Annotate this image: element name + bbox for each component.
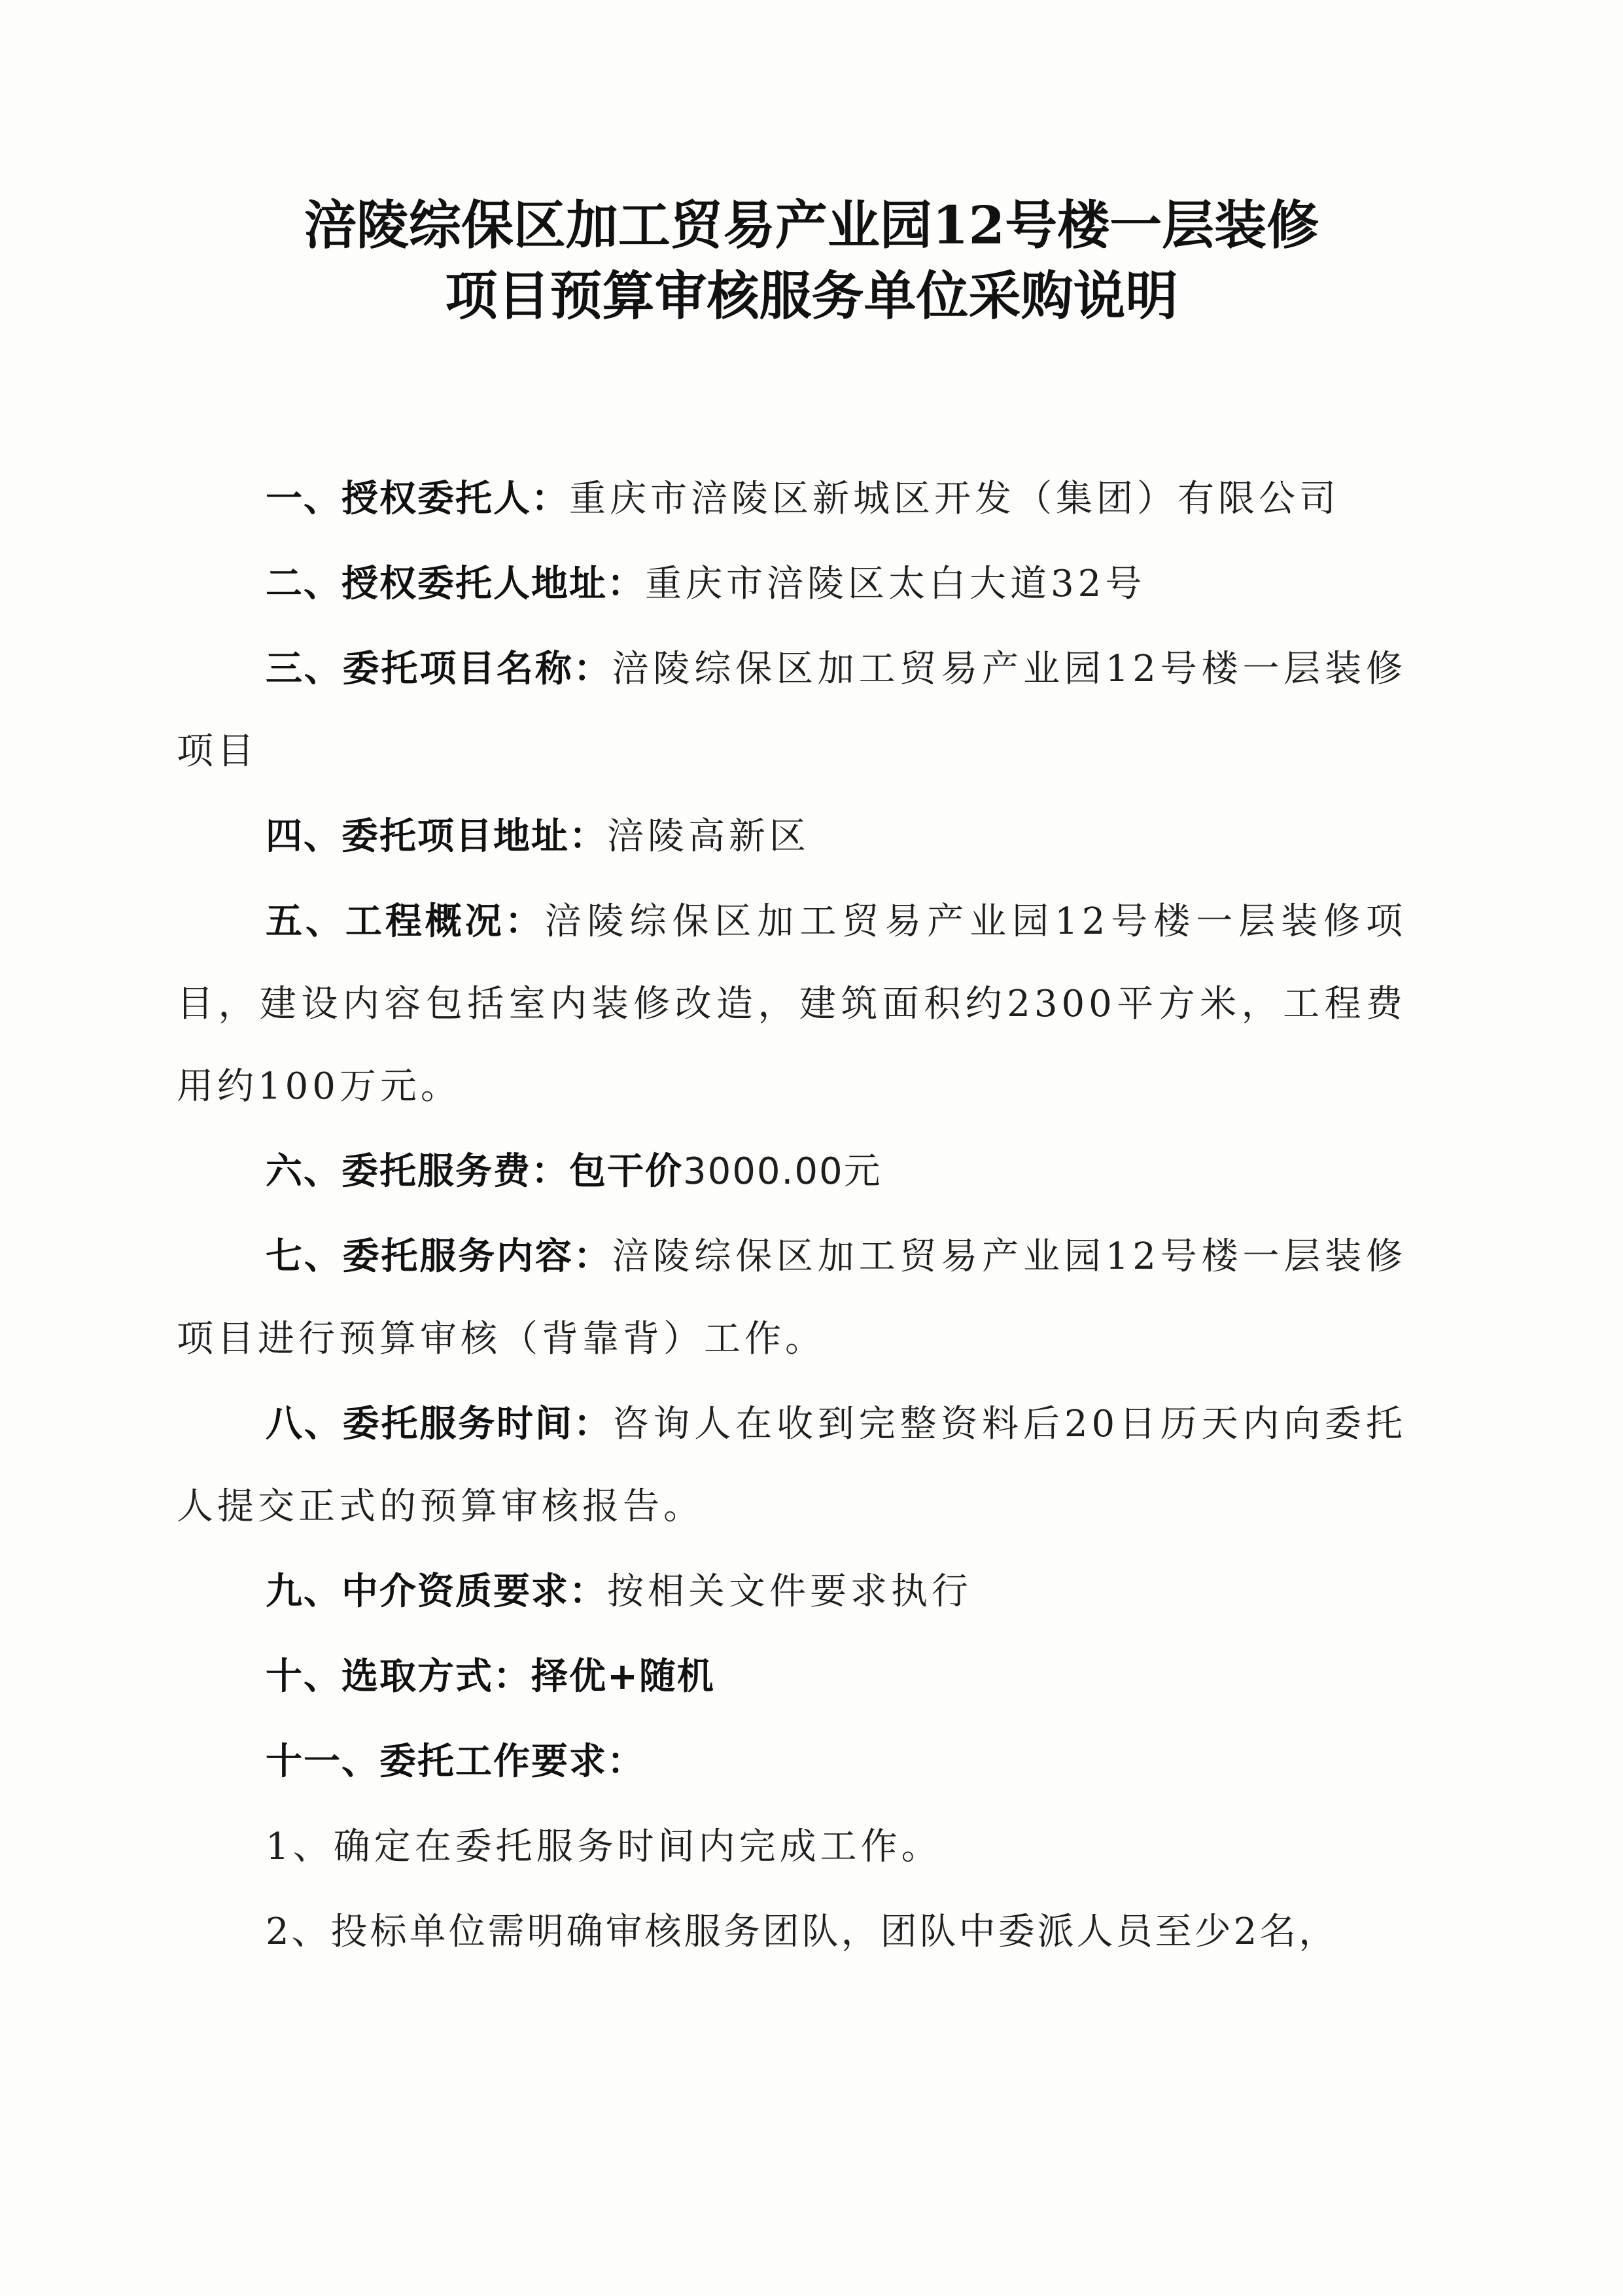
section-heading: 十、选取方式： [266, 1655, 531, 1698]
section-project-address [177, 796, 1406, 878]
section-service-time [177, 1383, 1406, 1548]
section-heading: 三、委托项目名称： [266, 648, 612, 690]
section-project-overview [177, 881, 1406, 1128]
title-line-2: 项目预算审核服务单位采购说明 [445, 265, 1178, 327]
section-project-name [177, 628, 1406, 793]
section-service-content [177, 1216, 1406, 1381]
selection-method-value: 择优+随机 [531, 1655, 715, 1698]
section-heading: 五、工程概况： [266, 900, 545, 943]
section-qualification [177, 1551, 1406, 1633]
section-work-requirements [177, 1721, 1406, 1803]
section-authorizer [177, 458, 1406, 540]
section-text: 按相关文件要求执行 [607, 1570, 972, 1613]
title-line-1: 涪陵综保区加工贸易产业园12号楼一层装修 [304, 194, 1319, 256]
section-selection-method [177, 1636, 1406, 1718]
section-text: 涪陵高新区 [607, 815, 810, 858]
section-text: 涪陵综保区加工贸易产业园12号楼一层装修项目进行预算审核（背靠背）工作。 [177, 1235, 1406, 1360]
section-heading: 六、委托服务费： [266, 1150, 569, 1193]
section-text: 涪陵综保区加工贸易产业园12号楼一层装修项目，建设内容包括室内装修改造，建筑面积约2300平方米，工程费用约100万元。 [177, 900, 1407, 1108]
requirement-item-2: 2、投标单位需明确审核服务团队，团队中委派人员至少2名， [266, 1911, 1338, 1953]
section-text: 重庆市涪陵区新城区开发（集团）有限公司 [569, 478, 1340, 520]
section-heading: 二、授权委托人地址： [266, 563, 645, 605]
section-heading: 一、授权委托人： [266, 478, 569, 520]
document-body [177, 458, 1406, 1976]
document-title [0, 190, 1623, 331]
section-service-fee [177, 1131, 1406, 1213]
section-text: 咨询人在收到完整资料后20日历天内向委托人提交正式的预算审核报告。 [177, 1403, 1406, 1528]
section-text: 重庆市涪陵区太白大道32号 [645, 563, 1146, 605]
requirement-item-1: 1、确定在委托服务时间内完成工作。 [266, 1826, 942, 1868]
service-fee-type: 包干价 [569, 1150, 683, 1193]
section-text: 涪陵综保区加工贸易产业园12号楼一层装修项目 [177, 648, 1406, 773]
section-heading: 八、委托服务时间： [266, 1403, 612, 1445]
section-heading: 七、委托服务内容： [266, 1235, 612, 1278]
section-heading: 九、中介资质要求： [266, 1570, 607, 1613]
service-fee-amount: 3000.00元 [683, 1150, 882, 1193]
section-heading: 四、委托项目地址： [266, 815, 607, 858]
section-authorizer-address [177, 543, 1406, 626]
section-heading: 十一、委托工作要求： [266, 1740, 645, 1783]
